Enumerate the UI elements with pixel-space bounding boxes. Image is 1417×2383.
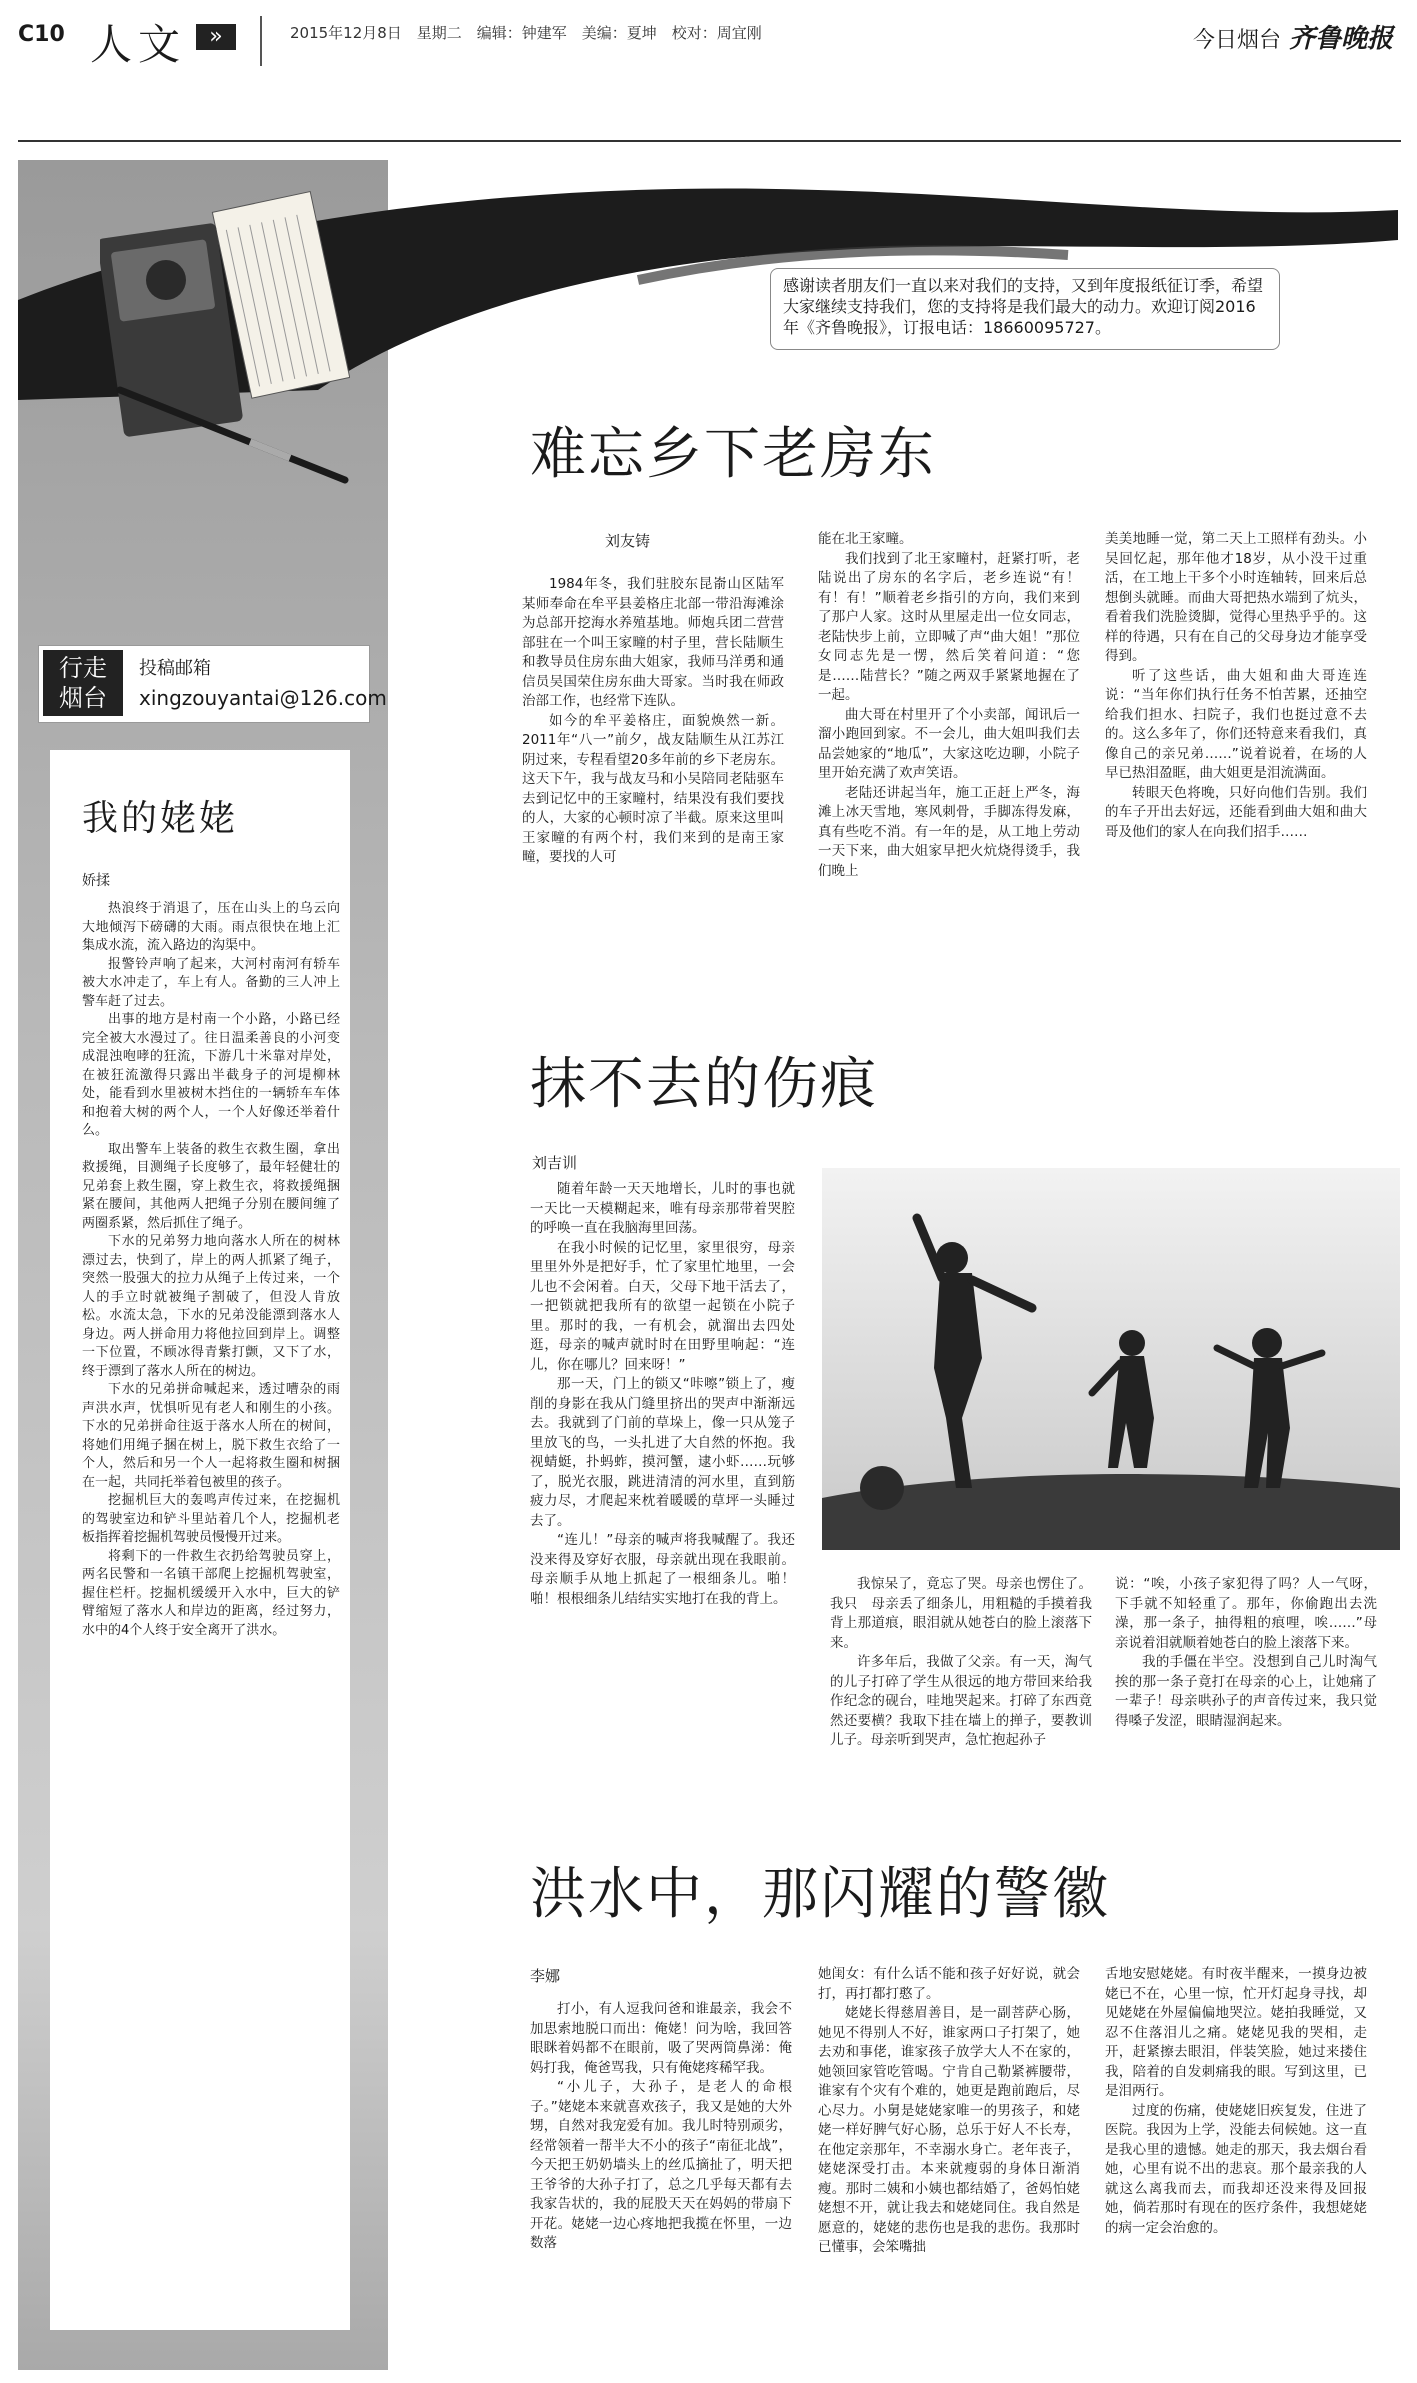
paragraph: 将剩下的一件救生衣扔给驾驶员穿上，两名民警和一名镇干部爬上挖掘机驾驶室，握住栏杆。挖掘机缓缓开入水中，巨大的铲臂缩短了落水人和岸边的距离，经过努力，水中的4个人终于安全离开了洪水。	[82, 1548, 340, 1638]
paragraph: 许多年后，我做了父亲。有一天，淘气的儿子打碎了学生从很远的地方带回来给我作纪念的砚台，哇地哭起来。打碎了东西竟然还要横？我取下挂在墙上的掸子，要教训儿子。母亲听到哭声，急忙抱起孙子	[830, 1654, 1092, 1748]
section-title: 人文	[90, 20, 187, 69]
page-number: C10	[18, 22, 65, 47]
inkstone-brush-illustration	[100, 190, 350, 490]
article1-title: 难忘乡下老房东	[530, 422, 936, 487]
article1-column-2	[818, 530, 1080, 881]
paragraph: 她闺女：有什么话不能和孩子好好说，就会打，再打都打憨了。	[818, 1966, 1080, 2002]
paragraph: 曲大哥在村里开了个小卖部，闻讯后一溜小跑回到家。不一会儿，曲大姐叫我们去品尝她家的“地瓜”，大家这吃边聊，小院子里开始充满了欢声笑语。	[818, 706, 1080, 781]
article3-column-3	[1105, 1965, 1367, 2238]
subscription-notice: 感谢读者朋友们一直以来对我们的支持，又到年度报纸征订季，希望大家继续支持我们，您的支持将是我们最大的动力。欢迎订阅2016年《齐鲁晚报》，订报电话：18660095727。	[770, 268, 1280, 350]
paragraph: 说：“唉，小孩子家犯得了吗？人一气呀，下手就不知轻重了。那年，你偷跑出去洗澡，那一条子，抽得粗的痕哩，唉……”母亲说着泪就顺着她苍白的脸上滚落下来。	[1115, 1576, 1377, 1651]
paragraph: 能在北王家疃。	[818, 531, 913, 547]
sidebar-article-title: 我的姥姥	[82, 798, 239, 839]
paragraph: 姥姥长得慈眉善目，是一副菩萨心肠，她见不得别人不好，谁家两口子打架了，她去劝和事佬，谁家孩子放学大人不在家的，她领回家管吃管喝。宁肯自己勒紧裤腰带，谁家有个灾有个难的，她更是跑前跑后，尽心尽力。小舅是姥姥家唯一的男孩子，和姥姥一样好脾气好心肠，总乐于好人不长寿，在他定亲那年，不幸溺水身亡。老年丧子，姥姥深受打击。本来就瘦弱的身体日渐消瘦。那时二姨和小姨也都结婚了，爸妈怕姥姥想不开，就让我去和姥姥同住。我自然是愿意的，姥姥的悲伤也是我的悲伤。我那时已懂事，会笨嘴拙	[818, 2005, 1080, 2255]
article2-title: 抹不去的伤痕	[530, 1052, 878, 1117]
article2-column-2	[830, 1575, 1092, 1751]
article2-intro	[530, 1180, 795, 1609]
paragraph: 挖掘机巨大的轰鸣声传过来，在挖掘机的驾驶室边和铲斗里站着几个人，挖掘机老板指挥着挖掘机驾驶员慢慢开过来。	[82, 1493, 340, 1545]
paragraph: 那一天，门上的锁又“咔嚓”锁上了，瘦削的身影在我从门缝里挤出的哭声中渐渐远去。我就到了门前的草垛上，像一只从笼子里放飞的鸟，一头扎进了大自然的怀抱。我视蜻蜓，扑蚂蚱，摸河蟹，逮小虾……玩够了，脱光衣服，跳进清清的河水里，直到筋疲力尽，才爬起来枕着暖暖的草坪一头睡过去了。	[530, 1376, 795, 1529]
article1-author: 刘友铸	[605, 532, 651, 550]
paragraph: “小儿子，大孙子，是老人的命根子。”姥姥本来就喜欢孩子，我又是她的大外甥，自然对我宠爱有加。我儿时特别顽劣，经常领着一帮半大不小的孩子“南征北战”，今天把王奶奶墙头上的丝瓜摘扯了，明天把王爷爷的大孙子打了，总之几乎每天都有去我家告状的，我的屁股天天在妈妈的带扇下开花。姥姥一边心疼地把我揽在怀里，一边数落	[530, 2079, 792, 2251]
paragraph: 取出警车上装备的救生衣救生圈，拿出救援绳，目测绳子长度够了，最年轻健壮的兄弟套上救生圈，穿上救生衣，将救援绳捆紧在腰间，其他两人把绳子分别在腰间缠了两圈系紧，然后抓住了绳子。	[82, 1141, 340, 1231]
paragraph: 舌地安慰姥姥。有时夜半醒来，一摸身边被姥已不在，心里一惊，忙开灯起身寻找，却见姥姥在外屋偏偏地哭泣。姥拍我睡觉，又忍不住落泪儿之痛。姥姥见我的哭相，走开，赶紧擦去眼泪，伴装笑脸，她过来搂住我，陪着的自发刺痛我的眼。写到这里，已是泪两行。	[1105, 1966, 1367, 2099]
article1-column-1	[522, 575, 784, 868]
column-badge-logo: 行走 烟台	[43, 650, 123, 716]
article2-author: 刘吉训	[532, 1154, 578, 1172]
paragraph: 热浪终于消退了，压在山头上的乌云向大地倾泻下磅礴的大雨。雨点很快在地上汇集成水流，流入路边的沟渠中。	[82, 901, 340, 953]
header-divider	[260, 16, 262, 66]
paragraph: 出事的地方是村南一个小路，小路已经完全被大水漫过了。往日温柔善良的小河变成混浊咆哮的狂流，下游几十米靠对岸处，在被狂流激得只露出半截身子的河堤柳林处，能看到水里被树木挡住的一辆轿车车体和抱着大树的两个人，一个人好像还举着什么。	[82, 1012, 340, 1138]
sidebar-article-body	[82, 900, 340, 1640]
paragraph: 1984年冬，我们驻胶东昆嵛山区陆军某师奉命在牟平县姜格庄北部一带沿海滩涂为总部开挖海水养殖基地。师炮兵团二营营部驻在一个叫王家疃的村子里，营长陆顺生和教导员住房东曲大姐家，我师马洋勇和通信员吴国荣住房东曲大哥家。当时我在师政治部工作，也经常下连队。	[522, 576, 784, 709]
brand-logo: 齐鲁晚报	[1288, 24, 1393, 54]
paragraph: 打小，有人逗我问爸和谁最亲，我会不加思索地脱口而出：俺姥！问为啥，我回答眼眯着妈都不在眼前，吸了哭两筒鼻涕：俺妈打我，俺爸骂我，只有俺姥疼稀罕我。	[530, 2001, 792, 2076]
paragraph: 下水的兄弟拼命喊起来，透过嘈杂的雨声洪水声，忧惧听见有老人和刚生的小孩。下水的兄弟拼命往返于落水人所在的树间，将她们用绳子捆在树上，脱下救生衣给了一个人，然后和另一个人一起将救生圈和树捆在一起，共同托举着包被里的孩子。	[82, 1382, 340, 1490]
paragraph: 我的手僵在半空。没想到自己儿时淘气挨的那一条子竟打在母亲的心上，让她痛了一辈子！母亲哄孙子的声音传过来，我只觉得嗓子发涩，眼睛湿润起来。	[1115, 1654, 1377, 1729]
sidebar-article-author: 娇揉	[82, 873, 110, 889]
paragraph: 报警铃声响了起来，大河村南河有轿车被大水冲走了，车上有人。备勤的三人冲上警车赶了过去。	[82, 956, 340, 1009]
paragraph: 听了这些话，曲大姐和曲大哥连连说：“当年你们执行任务不怕苦累，还抽空给我们担水、扫院子，我们也挺过意不去的。这么多年了，你们还特意来看我们，真像自己的亲兄弟……”说着说着，在场的人早已热泪盈眶，曲大姐更是泪流满面。	[1105, 667, 1367, 781]
article3-title: 洪水中，那闪耀的警徽	[530, 1862, 1110, 1927]
paragraph: 美美地睡一觉，第二天上工照样有劲头。小吴回忆起，那年他才18岁，从小没干过重活，在工地上干多个小时连轴转，回来后总想倒头就睡。而曲大哥把热水端到了炕头，看着我们洗脸烫脚，觉得心里热乎乎的。这样的待遇，只有在自己的父母身边才能享受得到。	[1105, 531, 1367, 664]
paragraph: 下水的兄弟努力地向落水人所在的树林漂过去，快到了，岸上的两人抓紧了绳子，突然一股强大的拉力从绳子上传过来，一个人的手立时就被绳子割破了，但没人肯放松。水流太急，下水的兄弟没能漂到落水人身边。两人拼命用力将他拉回到岸上。调整一下位置，不顾冰得青紫打颤，又下了水，终于漂到了落水人所在的树边。	[82, 1234, 340, 1379]
article2-column-3	[1115, 1575, 1377, 1731]
paragraph: 老陆还讲起当年，施工正赶上严冬，海滩上冰天雪地，寒风刺骨，手脚冻得发麻，真有些吃不消。有一年的是，从工地上劳动一天下来，曲大姐家早把火炕烧得烫手，我们晚上	[818, 784, 1080, 879]
children-silhouette-illustration	[822, 1168, 1400, 1550]
masthead-label: 今日烟台	[1192, 28, 1281, 53]
paragraph: 转眼天色将晚，只好向他们告别。我们的车子开出去好远，还能看到曲大姐和曲大哥及他们的家人在向我们招手……	[1105, 784, 1367, 840]
paragraph: 我惊呆了，竟忘了哭。母亲也愣住了。我只 母亲丢了细条儿，用粗糙的手摸着我背上那道痕，眼泪就从她苍白的脸上滚落下来。	[830, 1576, 1092, 1651]
article1-column-3	[1105, 530, 1367, 842]
submission-mailbox	[38, 645, 387, 723]
masthead	[1193, 18, 1393, 55]
article3-author: 李娜	[530, 1967, 561, 1985]
paragraph: “连儿！”母亲的喊声将我喊醒了。我还没来得及穿好衣服，母亲就出现在我眼前。母亲顺手从地上抓起了一根细条儿。啪！啪！根根细条儿结结实实地打在我的背上。	[530, 1532, 795, 1607]
children-running-photo	[822, 1168, 1400, 1550]
article3-column-2	[818, 1965, 1080, 2258]
mailbox-email[interactable]: xingzouyantai@126.com	[139, 686, 387, 710]
paragraph: 如今的牟平姜格庄，面貌焕然一新。2011年“八一”前夕，战友陆顺生从江苏江阴过来，专程看望20多年前的乡下老房东。这天下午，我与战友马和小吴陪同老陆驱车去到记忆中的王家疃村，结果没有我们要找的人，大家的心顿时凉了半截。原来这里叫王家疃的有两个村，我们来到的是南王家疃，要找的人可	[522, 712, 784, 865]
paragraph: 随着年龄一天天地增长，儿时的事也就一天比一天模糊起来，唯有母亲那带着哭腔的呼唤一直在我脑海里回荡。	[530, 1181, 795, 1236]
paragraph: 在我小时候的记忆里，家里很穷，母亲里里外外是把好手，忙了家里忙地里，一会儿也不会闲着。白天，父母下地干活去了，一把锁就把我所有的欲望一起锁在小院子里。那时的我，一有机会，就溜出去四处逛，母亲的喊声就时时在田野里响起：“连儿，你在哪儿？回来呀！”	[530, 1239, 795, 1373]
header-rule	[18, 140, 1401, 142]
paragraph: 我们找到了北王家疃村，赶紧打听，老陆说出了房东的名字后，老乡连说“有！有！有！”顺着老乡指引的方向，我们来到了那户人家。这时从里屋走出一位女同志，老陆快步上前，立即喊了声“曲大姐！”那位女同志先是一愣，然后笑着问道：“您是……陆营长？”随之两双手紧紧地握在了一起。	[818, 550, 1080, 703]
issue-meta: 2015年12月8日 星期二 编辑：钟建军 美编：夏坤 校对：周宜刚	[290, 24, 762, 42]
section-arrow-icon: »	[196, 24, 236, 50]
paragraph: 过度的伤痛，使姥姥旧疾复发，住进了医院。我因为上学，没能去伺候她。这一直是我心里的遗憾。她走的那天，我去烟台看她，心里有说不出的悲哀。那个最亲我的人就这么离我而去，而我却还没来得及回报她，倘若那时有现在的医疗条件，我想姥姥的病一定会治愈的。	[1105, 2102, 1367, 2236]
mailbox-label: 投稿邮箱	[139, 658, 211, 679]
article3-column-1	[530, 2000, 792, 2254]
